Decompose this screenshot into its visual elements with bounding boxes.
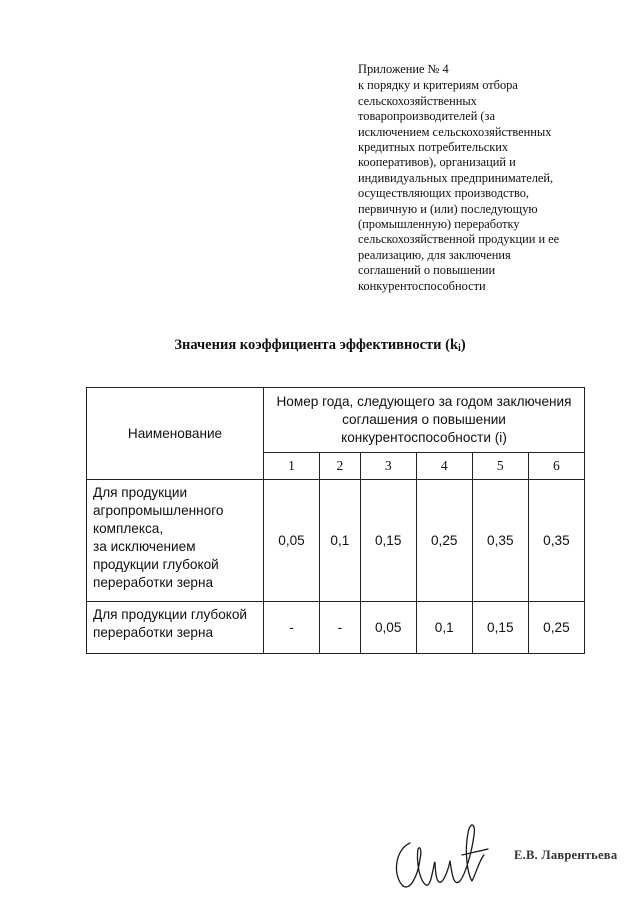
header-name-cell: Наименование [87, 388, 264, 480]
table-header-row [87, 388, 585, 453]
table-row [87, 602, 585, 654]
value-cell: 0,35 [472, 480, 528, 602]
value-cell: 0,1 [320, 480, 361, 602]
appendix-line: осуществляющих производство, [358, 186, 530, 201]
value-cell: 0,35 [528, 480, 584, 602]
row-name-line: за исключением [93, 539, 196, 554]
value-cell: 0,25 [416, 480, 472, 602]
table-row [87, 480, 585, 602]
row-name-cell [87, 480, 264, 602]
row-name-line: комплекса, [93, 521, 164, 536]
appendix-line: исключением сельскохозяйственных [358, 124, 552, 139]
table-title [0, 337, 640, 354]
appendix-note [358, 62, 588, 294]
appendix-line: сельскохозяйственных [358, 93, 477, 108]
year-cell: 5 [472, 453, 528, 480]
year-cell: 4 [416, 453, 472, 480]
appendix-line: кредитных потребительских [358, 140, 509, 155]
appendix-line: индивидуальных предпринимателей, [358, 170, 554, 185]
row-name-line: агропромышленного [93, 503, 224, 518]
signer-name: Е.В. Лаврентьева [514, 848, 618, 862]
row-name-line: Для продукции глубокой [93, 607, 248, 622]
row-name-line: переработки зерна [93, 575, 214, 590]
year-cell: 3 [360, 453, 416, 480]
value-cell: 0,05 [264, 480, 320, 602]
appendix-line: реализацию, для заключения [358, 247, 511, 262]
handwritten-signature [390, 815, 500, 895]
year-cell: 1 [264, 453, 320, 480]
appendix-line: соглашений о повышении [358, 263, 496, 278]
appendix-line: Приложение № 4 [358, 62, 449, 76]
value-cell: 0,15 [472, 602, 528, 654]
row-name-line: Для продукции [93, 485, 188, 500]
appendix-line: сельскохозяйственной продукции и ее [358, 232, 560, 247]
title-close: ) [460, 337, 466, 353]
title-subscript: i [458, 343, 461, 354]
appendix-line: первичную и (или) последующую [358, 201, 538, 216]
title-text: Значения коэффициента эффективности (k [174, 337, 459, 353]
value-cell: - [320, 602, 361, 654]
value-cell: 0,1 [416, 602, 472, 654]
year-cell: 6 [528, 453, 584, 480]
year-cell: 2 [320, 453, 361, 480]
row-name-line: переработки зерна [93, 625, 214, 640]
appendix-line: товаропроизводителей (за [358, 109, 495, 124]
value-cell: 0,15 [360, 480, 416, 602]
row-name-cell [87, 602, 264, 654]
value-cell: - [264, 602, 320, 654]
value-cell: 0,05 [360, 602, 416, 654]
value-cell: 0,25 [528, 602, 584, 654]
row-name-line: продукции глубокой [93, 557, 219, 572]
header-years-cell: Номер года, следующего за годом заключения соглашения о повышении конкурентоспособности (i) [264, 388, 585, 453]
appendix-line: кооперативов), организаций и [358, 155, 516, 170]
appendix-line: конкурентоспособности [358, 278, 486, 293]
appendix-line: (промышленную) переработку [358, 217, 520, 232]
coefficient-table [86, 387, 585, 654]
appendix-line: к порядку и критериям отбора [358, 78, 518, 93]
